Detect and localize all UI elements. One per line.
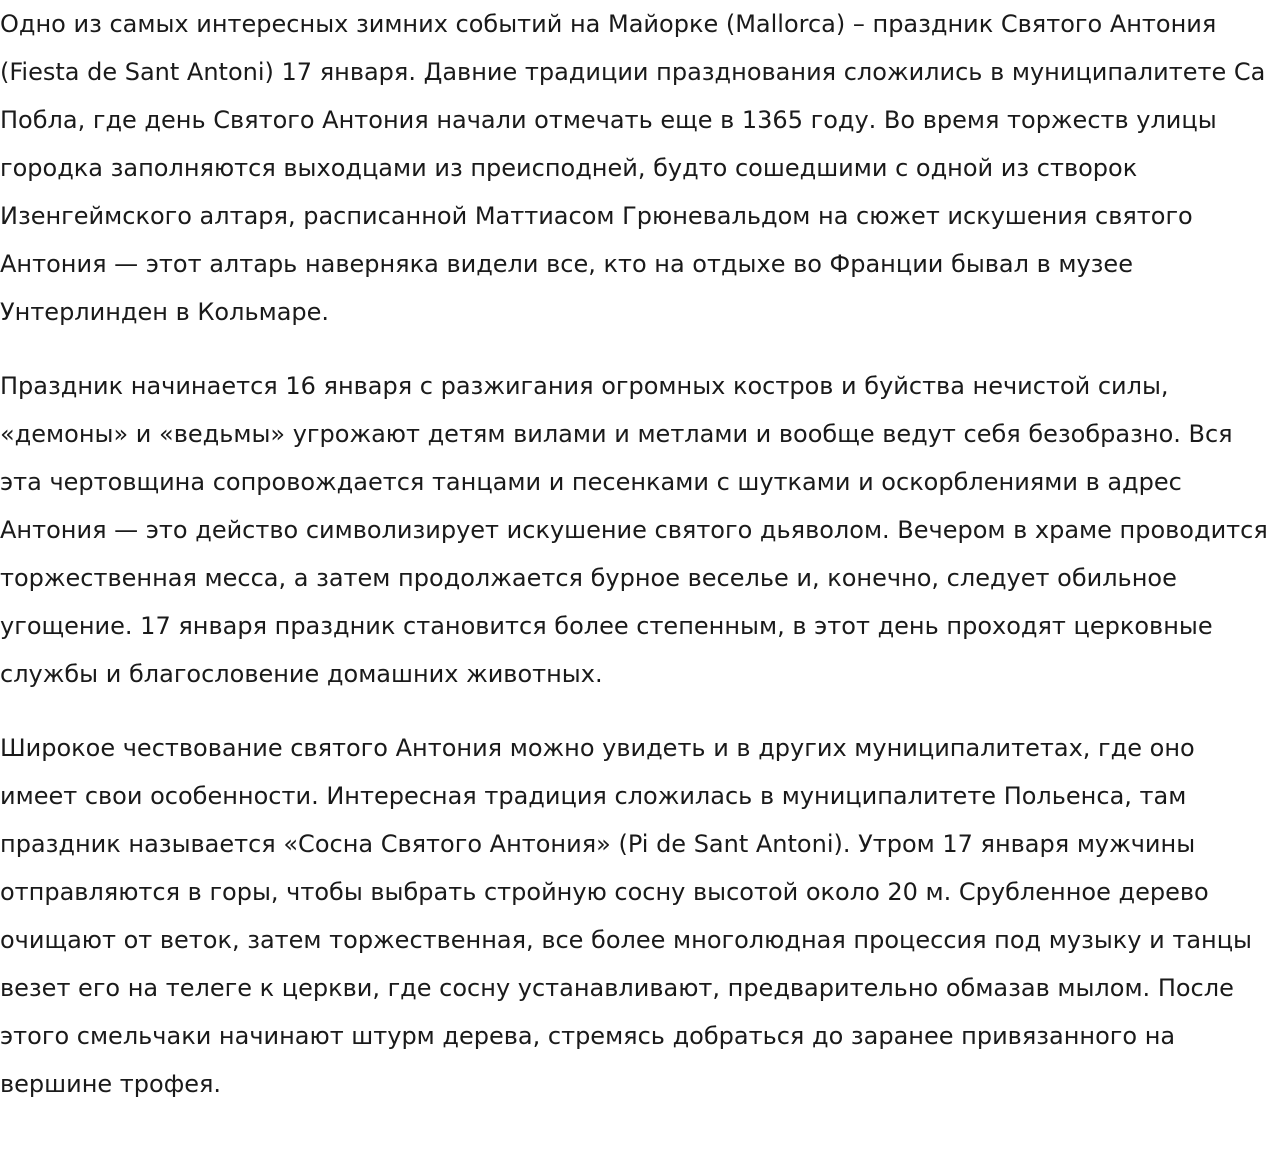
paragraph-1: Одно из самых интересных зимних событий на Майорке (Mallorca) – праздник Святого Антония (Fiesta de Sant Antoni) 17 января. Давние традиции празднования сложились в муниципалитете Са Побла, где день Святого Антония начали отмечать еще в 1365 году. Во время торжеств улицы городка заполняются выходцами из преисподней, будто сошедшими с одной из створок Изенгеймского алтаря, расписанной Маттиасом Грюневальдом на сюжет искушения святого Антония — этот алтарь наверняка видели все, кто на отдыхе во Франции бывал в музее Унтерлинден в Кольмаре. — [0, 10, 1266, 326]
paragraph-2: Праздник начинается 16 января с разжигания огромных костров и буйства нечистой силы, «демоны» и «ведьмы» угрожают детям вилами и метлами и вообще ведут себя безобразно. Вся эта чертовщина сопровождается танцами и песенками с шутками и оскорблениями в адрес Антония — это действо символизирует искушение святого дьяволом. Вечером в храме проводится торжественная месса, а затем продолжается бурное веселье и, конечно, следует обильное угощение. 17 января праздник становится более степенным, в этот день проходят церковные службы и благословение домашних животных. — [0, 372, 1268, 688]
paragraph-3: Широкое чествование святого Антония можно увидеть и в других муниципалитетах, где оно имеет свои особенности. Интересная традиция сложилась в муниципалитете Польенса, там праздник называется «Сосна Святого Антония» (Pi de Sant Antoni). Утром 17 января мужчины отправляются в горы, чтобы выбрать стройную сосну высотой около 20 м. Срубленное дерево очищают от веток, затем торжественная, все более многолюдная процессия под музыку и танцы везет его на телеге к церкви, где сосну устанавливают, предварительно обмазав мылом. После этого смельчаки начинают штурм дерева, стремясь добраться до заранее привязанного на вершине трофея. — [0, 734, 1253, 1098]
